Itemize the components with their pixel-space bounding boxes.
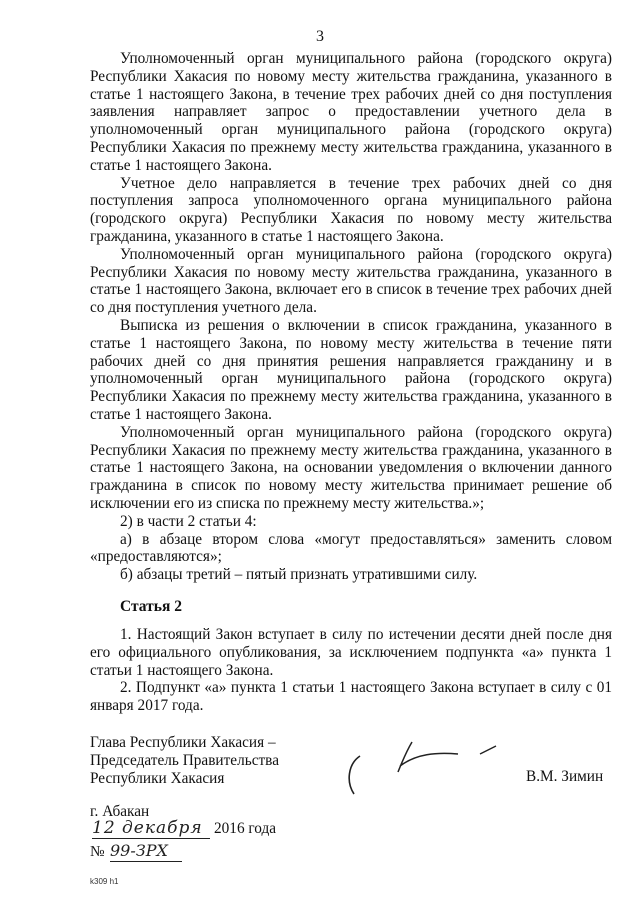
- paragraph: Учетное дело направляется в течение трех рабочих дней со дня поступления запроса уполномоченного органа муниципального района (городского округа) Республики Хакасия по новому месту жительства гражданина, указанного в статье 1 настоящего Закона.: [90, 174, 612, 245]
- signer-title-line: Глава Республики Хакасия –: [90, 734, 276, 751]
- handwritten-date: 12 декабря: [92, 818, 210, 839]
- article-paragraph: 1. Настоящий Закон вступает в силу по истечении десяти дней после дня его официального опубликования, за исключением подпункта «а» пункта 1 статьи 1 настоящего Закона.: [90, 626, 612, 679]
- date-year: 2016 года: [214, 820, 277, 837]
- footer-code: k309 h1: [90, 877, 119, 886]
- signing-date: [90, 820, 310, 842]
- place-of-signing: г. Абакан: [90, 803, 150, 820]
- article-title: Статья 2: [120, 598, 182, 615]
- article-paragraph: 2. Подпункт «а» пункта 1 статьи 1 настоящего Закона вступает в силу с 01 января 2017 года.: [90, 679, 612, 715]
- article-body-text: [90, 626, 612, 715]
- signer-title-line: Республики Хакасия: [90, 770, 225, 787]
- signer-name: В.М. Зимин: [526, 768, 604, 785]
- paragraph: Уполномоченный орган муниципального района (городского округа) Республики Хакасия по новому месту жительства гражданина, указанного в статье 1 настоящего Закона, включает его в список в течение трех рабочих дней со дня поступления учетного дела.: [90, 245, 612, 317]
- paragraph: б) абзацы третий – пятый признать утратившими силу.: [120, 566, 478, 584]
- signer-title: [90, 734, 279, 788]
- signer-title-line: Председатель Правительства: [90, 752, 279, 769]
- handwritten-number: 99-ЗРХ: [110, 841, 182, 862]
- paragraph: Уполномоченный орган муниципального района (городского округа) Республики Хакасия по новому месту жительства гражданина, указанного в статье 1 настоящего Закона, в течение трех рабочих дней со дня поступления заявления направляет запрос о предоставлении учетного дела в уполномоченный орган муниципального района (городского округа) Республики Хакасия по прежнему месту жительства гражданина, указанного в статье 1 настоящего Закона.: [90, 50, 612, 174]
- number-sign: №: [90, 843, 105, 860]
- paragraph: 2) в части 2 статьи 4:: [120, 512, 257, 530]
- paragraph: а) в абзаце втором слова «могут предоставляться» заменить словом «предоставляются»;: [90, 530, 612, 566]
- page-number: 3: [316, 28, 324, 45]
- handwritten-signature: [340, 732, 510, 802]
- law-number: [90, 843, 310, 865]
- paragraph: Выписка из решения о включении в список гражданина, указанного в статье 1 настоящего Закона, по новому месту жительства в течение пяти рабочих дней со дня принятия решения направляется гражданину и в уполномоченный орган муниципального района (городского округа) Республики Хакасия по прежнему месту жительства гражданина, указанного в статье 1 настоящего Закона.: [90, 316, 612, 423]
- law-body-text: [90, 50, 612, 584]
- paragraph: Уполномоченный орган муниципального района (городского округа) Республики Хакасия по прежнему месту жительства гражданина, указанного в статье 1 настоящего Закона, на основании уведомления о включении данного гражданина в список по новому месту жительства принимает решение об исключении его из списка по прежнему месту жительства.»;: [90, 423, 612, 512]
